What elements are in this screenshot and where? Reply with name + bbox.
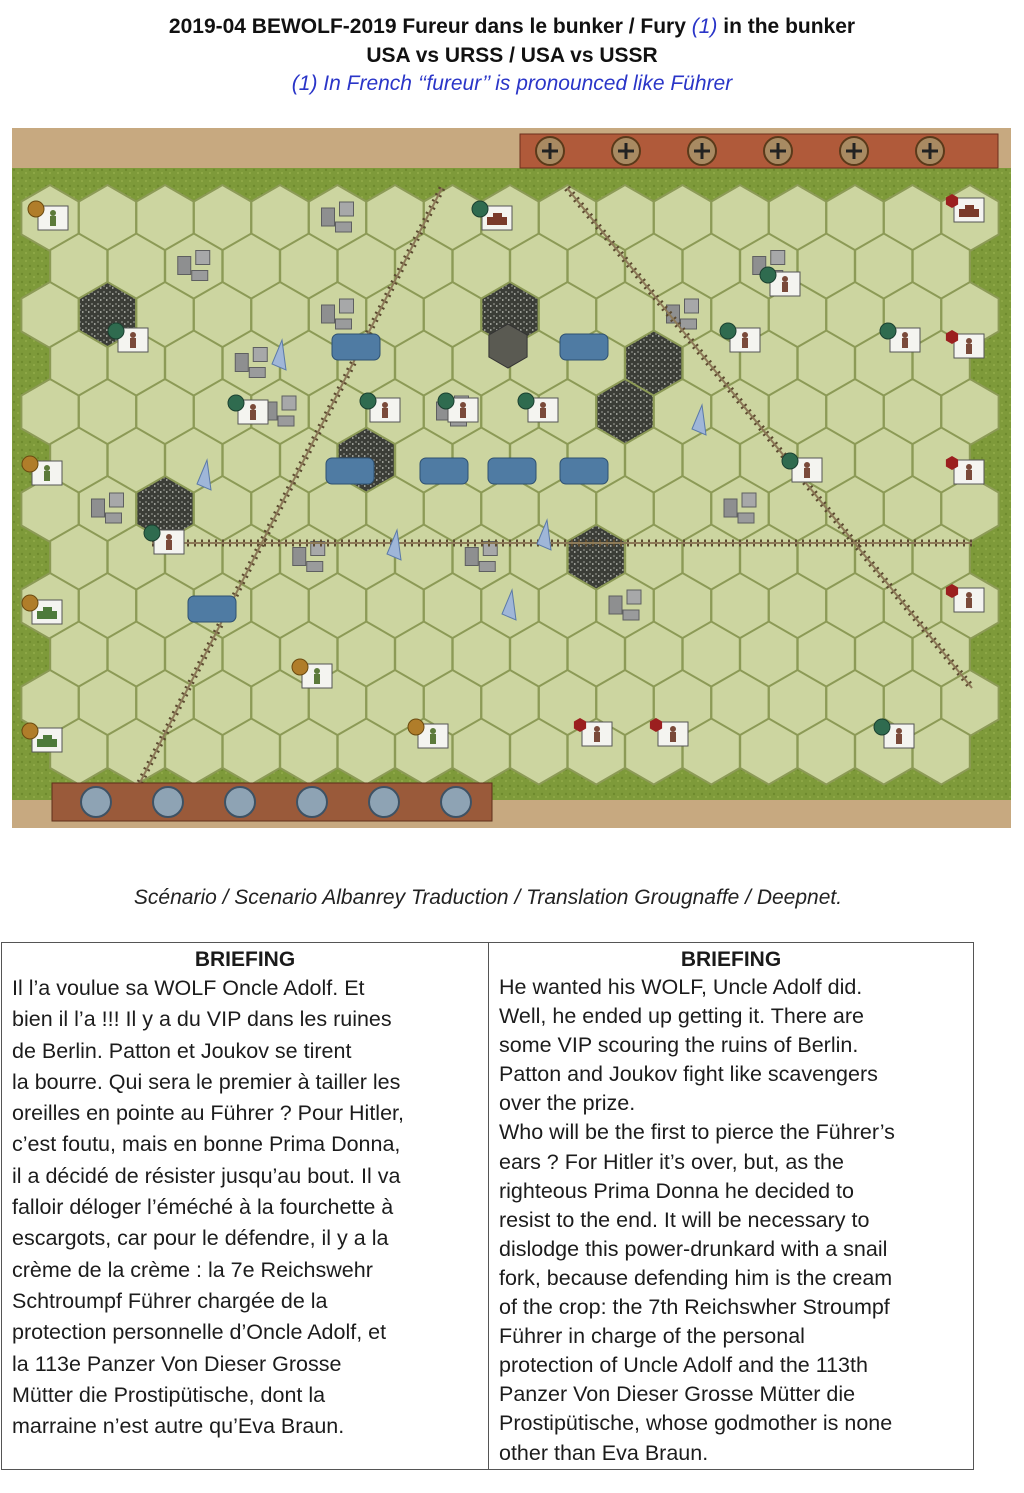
infantry-icon — [250, 404, 256, 410]
allied-medal-icon — [225, 787, 255, 817]
infantry-icon — [314, 668, 320, 674]
german-badge-icon — [760, 267, 776, 283]
briefing-en-line: fork, because defending him is the cream — [499, 1265, 893, 1290]
town-building — [742, 493, 756, 507]
briefing-fr-text — [12, 973, 478, 1442]
infantry-icon — [804, 462, 810, 468]
town-building — [92, 499, 105, 517]
hedge-obstacle — [332, 334, 380, 360]
infantry-icon — [50, 210, 56, 216]
town-building — [322, 305, 335, 323]
briefing-fr-line: marraine n’est autre qu’Eva Braun. — [12, 1414, 345, 1439]
town-building — [192, 271, 208, 281]
town-building — [465, 548, 478, 566]
briefing-en-line: He wanted his WOLF, Uncle Adolf did. — [499, 975, 863, 999]
hedge-obstacle — [420, 458, 468, 484]
german-badge-icon — [720, 323, 736, 339]
briefing-en-line: Führer in charge of the personal — [499, 1324, 805, 1349]
hedge-obstacle — [560, 334, 608, 360]
title-main-text: 2019-04 BEWOLF-2019 Fureur dans le bunker / Fury — [168, 15, 692, 38]
town-building — [340, 202, 354, 216]
scenario-title — [0, 12, 1024, 41]
briefing-fr-line: la 113e Panzer Von Dieser Grosse — [12, 1351, 342, 1376]
town-building — [293, 548, 306, 566]
battle-map-board — [12, 128, 1011, 828]
german-badge-icon — [472, 201, 488, 217]
german-badge-icon — [144, 525, 160, 541]
briefing-french — [2, 943, 489, 1469]
town-building — [196, 251, 210, 265]
briefing-fr-line: la bourre. Qui sera le premier à tailler les — [12, 1069, 401, 1094]
infantry-icon — [460, 408, 466, 418]
briefing-en-line: Well, he ended up getting it. There are — [499, 1004, 864, 1029]
hedge-obstacle — [188, 596, 236, 622]
town-building — [771, 251, 785, 265]
usa-badge-icon — [292, 659, 308, 675]
briefing-en-line: resist to the end. It will be necessary to — [499, 1207, 870, 1232]
briefing-en-line: over the prize. — [499, 1091, 636, 1116]
infantry-icon — [540, 408, 546, 418]
infantry-icon — [430, 728, 436, 734]
briefing-fr-line: Il l’a voulue sa WOLF Oncle Adolf. Et — [12, 976, 365, 1000]
tank-icon — [965, 205, 974, 210]
german-badge-icon — [438, 393, 454, 409]
briefing-fr-line: falloir déloger l’éméché à la fourchette à — [12, 1195, 394, 1220]
town-building — [249, 368, 265, 378]
infantry-icon — [166, 534, 172, 540]
usa-badge-icon — [408, 719, 424, 735]
credits-line: Scénario / Scenario Albanrey Traduction / Translation Grougnaffe / Deepnet. — [133, 886, 843, 909]
infantry-icon — [670, 732, 676, 742]
german-badge-icon — [874, 719, 890, 735]
briefing-fr-line: c’est foutu, mais en bonne Prima Donna, — [12, 1132, 401, 1157]
allied-medal-icon — [81, 787, 111, 817]
briefing-en-line: protection of Uncle Adolf and the 113th — [499, 1353, 868, 1378]
briefing-english — [489, 943, 973, 1469]
infantry-icon — [594, 726, 600, 732]
town-building — [685, 299, 699, 313]
infantry-icon — [742, 338, 748, 348]
tank-icon — [37, 739, 57, 747]
town-building — [235, 354, 248, 372]
infantry-icon — [44, 471, 50, 481]
infantry-icon — [460, 402, 466, 408]
infantry-icon — [250, 410, 256, 420]
infantry-icon — [670, 726, 676, 732]
infantry-icon — [782, 282, 788, 292]
german-badge-icon — [228, 395, 244, 411]
infantry-icon — [382, 408, 388, 418]
german-badge-icon — [108, 323, 124, 339]
allied-medal-icon — [369, 787, 399, 817]
usa-badge-icon — [22, 723, 38, 739]
briefing-fr-line: Mütter die Prostipütische, dont la — [12, 1382, 326, 1407]
scenario-footnote: (1) In French ‘‘fureur’’ is pronounced like Führer — [291, 72, 733, 95]
town-building — [681, 319, 697, 329]
usa-badge-icon — [22, 595, 38, 611]
town-building — [340, 299, 354, 313]
briefing-en-line: some VIP scouring the ruins of Berlin. — [499, 1033, 859, 1058]
infantry-icon — [314, 674, 320, 684]
infantry-icon — [540, 402, 546, 408]
briefing-fr-line: bien il l’a !!! Il y a du VIP dans les ruines — [12, 1007, 392, 1032]
briefing-fr-line: il a décidé de résister jusqu’au bout. Il va — [12, 1163, 401, 1188]
infantry-icon — [896, 728, 902, 734]
infantry-icon — [430, 734, 436, 744]
hex-grid — [21, 185, 998, 785]
briefing-en-line: dislodge this power-drunkard with a snail — [499, 1236, 888, 1261]
town-building — [106, 513, 122, 523]
battle-map — [12, 128, 1011, 828]
usa-badge-icon — [22, 456, 38, 472]
town-building — [609, 596, 622, 614]
infantry-icon — [966, 470, 972, 480]
infantry-icon — [166, 540, 172, 550]
infantry-icon — [44, 465, 50, 471]
briefing-table — [1, 942, 974, 1470]
infantry-icon — [966, 464, 972, 470]
town-building — [623, 610, 639, 620]
allied-medal-icon — [153, 787, 183, 817]
infantry-icon — [130, 332, 136, 338]
town-building — [282, 396, 296, 410]
infantry-icon — [782, 276, 788, 282]
town-building — [278, 416, 294, 426]
town-building — [307, 562, 323, 572]
tank-icon — [959, 209, 979, 217]
briefing-fr-line: crème de la crème : la 7e Reichswehr — [12, 1257, 373, 1282]
briefing-en-line: ears ? For Hitler it’s over, but, as the — [499, 1149, 844, 1174]
tank-icon — [493, 213, 502, 218]
infantry-icon — [896, 734, 902, 744]
town-building — [627, 590, 641, 604]
briefing-fr-line: oreilles en pointe au Führer ? Pour Hitler, — [12, 1101, 404, 1126]
town-building — [178, 257, 191, 275]
briefing-en-line: Panzer Von Dieser Grosse Mütter die — [499, 1382, 856, 1407]
hedge-obstacle — [326, 458, 374, 484]
infantry-icon — [966, 338, 972, 344]
town-building — [110, 493, 124, 507]
infantry-icon — [382, 402, 388, 408]
town-building — [738, 513, 754, 523]
tank-icon — [43, 607, 52, 612]
infantry-icon — [966, 592, 972, 598]
briefing-fr-line: Schtroumpf Führer chargée de la — [12, 1288, 328, 1313]
allied-medal-icon — [441, 787, 471, 817]
town-building — [336, 222, 352, 232]
briefing-en-line: Who will be the first to pierce the Führer’s — [499, 1120, 895, 1145]
briefing-en-line: Patton and Joukov fight like scavengers — [499, 1062, 878, 1087]
briefing-en-line: Prostipütische, whose godmother is none — [499, 1411, 893, 1436]
usa-badge-icon — [28, 201, 44, 217]
german-badge-icon — [782, 453, 798, 469]
tank-icon — [43, 735, 52, 740]
town-building — [479, 562, 495, 572]
infantry-icon — [50, 216, 56, 226]
hedge-obstacle — [560, 458, 608, 484]
title-end-text: in the bunker — [717, 15, 856, 38]
town-building — [336, 319, 352, 329]
briefing-fr-line: escargots, car pour le défendre, il y a la — [12, 1226, 389, 1251]
infantry-icon — [902, 338, 908, 348]
german-badge-icon — [880, 323, 896, 339]
infantry-icon — [902, 332, 908, 338]
briefing-en-line: righteous Prima Donna he decided to — [499, 1178, 854, 1203]
allied-medal-icon — [297, 787, 327, 817]
scenario-subtitle: USA vs URSS / USA vs USSR — [366, 44, 658, 67]
german-badge-icon — [518, 393, 534, 409]
tank-icon — [37, 611, 57, 619]
briefing-en-line: other than Eva Braun. — [499, 1440, 709, 1465]
briefing-fr-heading: BRIEFING — [194, 948, 296, 971]
infantry-icon — [966, 344, 972, 354]
town-building — [253, 348, 267, 362]
infantry-icon — [594, 732, 600, 742]
infantry-icon — [130, 338, 136, 348]
briefing-en-heading: BRIEFING — [680, 948, 782, 971]
german-badge-icon — [360, 393, 376, 409]
tank-icon — [487, 217, 507, 225]
briefing-en-line: of the crop: the 7th Reichswher Stroumpf — [499, 1295, 890, 1320]
title-footnote-ref: (1) — [691, 15, 718, 38]
infantry-icon — [966, 598, 972, 608]
allied-medal-track — [52, 783, 492, 821]
town-building — [322, 208, 335, 226]
hedge-obstacle — [488, 458, 536, 484]
town-building — [724, 499, 737, 517]
briefing-fr-line: de Berlin. Patton et Joukov se tirent — [12, 1038, 352, 1063]
briefing-en-text — [499, 973, 963, 1468]
infantry-icon — [804, 468, 810, 478]
scenario-header — [0, 12, 1024, 98]
infantry-icon — [742, 332, 748, 338]
briefing-fr-line: protection personnelle d’Oncle Adolf, et — [12, 1320, 387, 1345]
